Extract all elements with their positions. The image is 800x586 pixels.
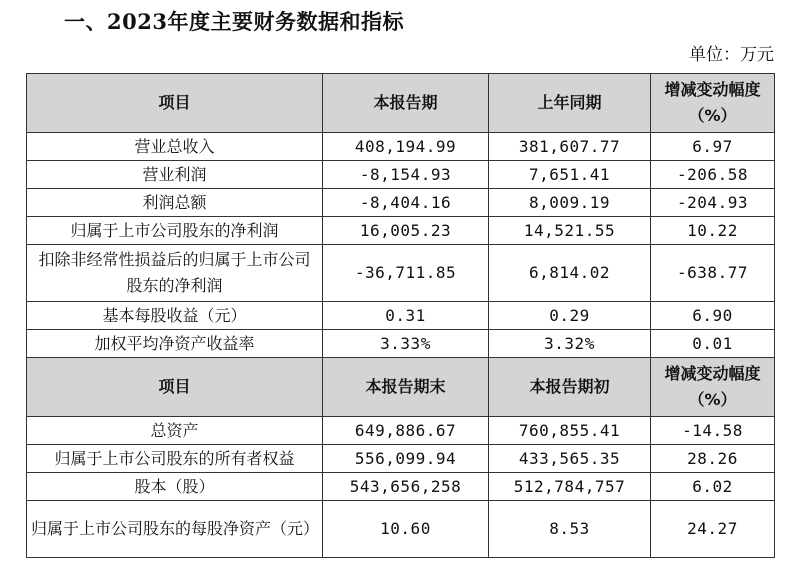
row-previous: 8,009.19 [489, 189, 651, 217]
row-previous: 760,855.41 [489, 417, 651, 445]
row-change: 24.27 [651, 501, 775, 558]
row-change: 6.90 [651, 302, 775, 330]
row-current: 543,656,258 [323, 473, 489, 501]
row-current: 556,099.94 [323, 445, 489, 473]
row-change: 6.02 [651, 473, 775, 501]
table-row [27, 501, 775, 558]
row-previous: 7,651.41 [489, 161, 651, 189]
row-item: 营业利润 [27, 161, 323, 189]
row-change: 6.97 [651, 133, 775, 161]
row-change: -204.93 [651, 189, 775, 217]
row-previous: 433,565.35 [489, 445, 651, 473]
table-row [27, 417, 775, 445]
header-row-2 [27, 358, 775, 417]
table-row [27, 330, 775, 358]
row-change: -14.58 [651, 417, 775, 445]
row-current: 0.31 [323, 302, 489, 330]
row-current: -36,711.85 [323, 245, 489, 302]
section-heading: 一、2023年度主要财务数据和指标 [64, 9, 404, 34]
row-item: 加权平均净资产收益率 [27, 330, 323, 358]
row-item: 基本每股收益（元） [27, 302, 323, 330]
row-current: 649,886.67 [323, 417, 489, 445]
row-change: 0.01 [651, 330, 775, 358]
table-row [27, 217, 775, 245]
table-row [27, 302, 775, 330]
header-change-pct: 增减变动幅度（%） [651, 74, 775, 133]
row-item: 营业总收入 [27, 133, 323, 161]
financial-table [26, 73, 775, 558]
row-item: 归属于上市公司股东的净利润 [27, 217, 323, 245]
unit-label: 单位：万元 [689, 45, 774, 65]
table-row [27, 445, 775, 473]
row-previous: 8.53 [489, 501, 651, 558]
header-period-end: 本报告期末 [323, 358, 489, 417]
row-change: 28.26 [651, 445, 775, 473]
row-current: 3.33% [323, 330, 489, 358]
header-prior-period: 上年同期 [489, 74, 651, 133]
row-current: 16,005.23 [323, 217, 489, 245]
row-item: 股本（股） [27, 473, 323, 501]
row-item: 扣除非经常性损益后的归属于上市公司股东的净利润 [27, 245, 323, 302]
row-current: -8,154.93 [323, 161, 489, 189]
header-change-pct: 增减变动幅度（%） [651, 358, 775, 417]
header-row-1 [27, 74, 775, 133]
header-period-start: 本报告期初 [489, 358, 651, 417]
row-change: -206.58 [651, 161, 775, 189]
header-item: 项目 [27, 358, 323, 417]
row-previous: 0.29 [489, 302, 651, 330]
header-item: 项目 [27, 74, 323, 133]
table-row [27, 189, 775, 217]
table-row [27, 473, 775, 501]
row-item: 归属于上市公司股东的每股净资产（元） [27, 501, 323, 558]
row-item: 总资产 [27, 417, 323, 445]
row-change: -638.77 [651, 245, 775, 302]
row-previous: 6,814.02 [489, 245, 651, 302]
row-previous: 512,784,757 [489, 473, 651, 501]
row-current: -8,404.16 [323, 189, 489, 217]
row-current: 408,194.99 [323, 133, 489, 161]
row-previous: 3.32% [489, 330, 651, 358]
row-item: 利润总额 [27, 189, 323, 217]
header-current-period: 本报告期 [323, 74, 489, 133]
row-item: 归属于上市公司股东的所有者权益 [27, 445, 323, 473]
table-row [27, 133, 775, 161]
row-previous: 14,521.55 [489, 217, 651, 245]
row-previous: 381,607.77 [489, 133, 651, 161]
table-row [27, 245, 775, 302]
row-current: 10.60 [323, 501, 489, 558]
row-change: 10.22 [651, 217, 775, 245]
table-row [27, 161, 775, 189]
